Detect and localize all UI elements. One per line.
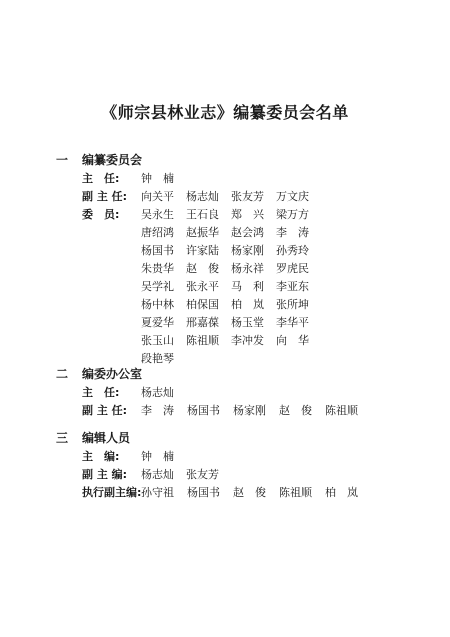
name-list — [141, 206, 381, 224]
name-list — [141, 402, 381, 420]
name-list — [141, 448, 381, 466]
person-name: 吴永生 — [141, 208, 174, 221]
person-name: 夏爱华 — [141, 316, 174, 329]
role-label — [56, 332, 141, 350]
person-name: 陈祖顺 — [325, 404, 358, 417]
role-label — [56, 242, 141, 260]
section-title: 编辑人员 — [82, 431, 131, 445]
name-list — [141, 278, 381, 296]
role-row — [56, 170, 416, 188]
name-list — [141, 260, 381, 278]
role-label — [56, 296, 141, 314]
section-heading — [56, 150, 416, 170]
role-label: 主 任: — [82, 386, 120, 399]
person-name: 杨家刚 — [233, 404, 266, 417]
person-name: 钟 楠 — [141, 172, 174, 185]
person-name: 朱贵华 — [141, 262, 174, 275]
person-name: 杨国书 — [187, 404, 220, 417]
role-row-continued — [56, 278, 416, 296]
person-name: 李冲发 — [231, 334, 264, 347]
person-name: 李 涛 — [141, 404, 174, 417]
person-name: 孙守祖 — [141, 486, 174, 499]
person-name: 杨家刚 — [231, 244, 264, 257]
role-row-continued — [56, 242, 416, 260]
section-heading — [56, 364, 416, 384]
person-name: 马 利 — [231, 280, 264, 293]
role-row-continued — [56, 224, 416, 242]
name-list — [141, 170, 381, 188]
person-name: 邢嘉葆 — [186, 316, 219, 329]
role-row-continued — [56, 332, 416, 350]
person-name: 吴学礼 — [141, 280, 174, 293]
section-number: 三 — [56, 431, 69, 445]
role-row — [56, 188, 416, 206]
role-row — [56, 206, 416, 224]
role-label: 副 主 任: — [82, 190, 128, 203]
person-name: 陈祖顺 — [186, 334, 219, 347]
section-title: 编纂委员会 — [82, 153, 143, 167]
person-name: 杨志灿 — [186, 190, 219, 203]
name-list — [141, 314, 381, 332]
person-name: 赵 俊 — [233, 486, 266, 499]
name-list — [141, 188, 381, 206]
person-name: 李 涛 — [276, 226, 309, 239]
role-row-continued — [56, 260, 416, 278]
name-list — [141, 466, 381, 484]
role-row-continued — [56, 314, 416, 332]
person-name: 梁万方 — [276, 208, 309, 221]
role-row — [56, 466, 416, 484]
section-1 — [56, 150, 416, 368]
person-name: 柏 岚 — [325, 486, 358, 499]
person-name: 杨志灿 — [141, 386, 174, 399]
name-list — [141, 332, 381, 350]
person-name: 张玉山 — [141, 334, 174, 347]
person-name: 唐绍鸿 — [141, 226, 174, 239]
person-name: 张友芳 — [186, 468, 219, 481]
name-list — [141, 384, 381, 402]
role-label: 主 编: — [82, 450, 120, 463]
person-name: 赵 俊 — [279, 404, 312, 417]
person-name: 万文庆 — [276, 190, 309, 203]
person-name: 杨国书 — [187, 486, 220, 499]
section-number: 一 — [56, 153, 69, 167]
person-name: 赵会鸿 — [231, 226, 264, 239]
role-row — [56, 384, 416, 402]
person-name: 李亚东 — [276, 280, 309, 293]
role-label — [56, 224, 141, 242]
person-name: 许家陆 — [186, 244, 219, 257]
role-row — [56, 402, 416, 420]
person-name: 向关平 — [141, 190, 174, 203]
person-name: 张所坤 — [276, 298, 309, 311]
person-name: 李华平 — [276, 316, 309, 329]
person-name: 杨国书 — [141, 244, 174, 257]
section-3 — [56, 428, 416, 502]
person-name: 钟 楠 — [141, 450, 174, 463]
person-name: 罗虎民 — [276, 262, 309, 275]
person-name: 杨玉堂 — [231, 316, 264, 329]
role-row-continued — [56, 296, 416, 314]
person-name: 向 华 — [276, 334, 309, 347]
role-label: 执行副主编: — [82, 486, 142, 499]
role-label — [56, 278, 141, 296]
role-row — [56, 448, 416, 466]
name-list — [141, 242, 381, 260]
person-name: 陈祖顺 — [279, 486, 312, 499]
role-label: 副 主 任: — [82, 404, 128, 417]
person-name: 张永平 — [186, 280, 219, 293]
name-list — [141, 484, 381, 502]
section-heading — [56, 428, 416, 448]
person-name: 赵振华 — [186, 226, 219, 239]
person-name: 杨中林 — [141, 298, 174, 311]
person-name: 段艳琴 — [141, 352, 174, 365]
person-name: 柏 岚 — [231, 298, 264, 311]
role-label: 主 任: — [82, 172, 120, 185]
person-name: 杨志灿 — [141, 468, 174, 481]
role-label: 副 主 编: — [82, 468, 128, 481]
role-label — [56, 314, 141, 332]
person-name: 柏保国 — [186, 298, 219, 311]
person-name: 赵 俊 — [186, 262, 219, 275]
person-name: 杨永祥 — [231, 262, 264, 275]
person-name: 郑 兴 — [231, 208, 264, 221]
person-name: 王石良 — [186, 208, 219, 221]
person-name: 孙秀玲 — [276, 244, 309, 257]
person-name: 张友芳 — [231, 190, 264, 203]
section-number: 二 — [56, 367, 69, 381]
section-title: 编委办公室 — [82, 367, 143, 381]
section-2 — [56, 364, 416, 420]
name-list — [141, 224, 381, 242]
role-label — [56, 260, 141, 278]
name-list — [141, 296, 381, 314]
role-row — [56, 484, 416, 502]
role-label: 委 员: — [82, 208, 120, 221]
page-title: 《师宗县林业志》编纂委员会名单 — [101, 103, 349, 122]
